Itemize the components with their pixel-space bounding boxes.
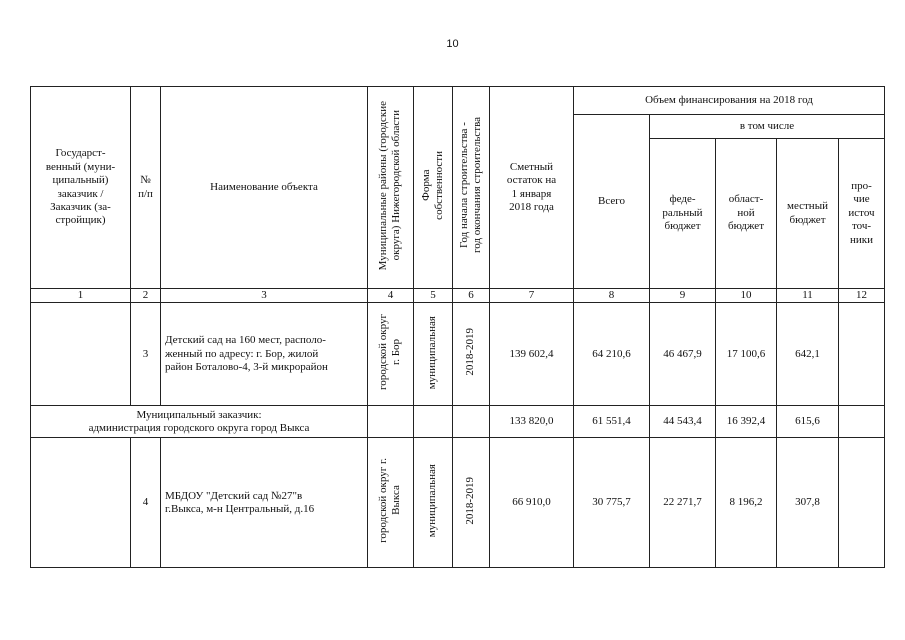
header-total: Всего (574, 115, 650, 289)
column-number: 9 (650, 289, 716, 303)
row-federal: 46 467,9 (650, 303, 716, 406)
row-ownership: муниципальная (414, 303, 453, 406)
column-number-row (31, 289, 885, 303)
header-number: № п/п (131, 87, 161, 289)
customer-row (31, 406, 885, 438)
empty-cell (453, 406, 490, 438)
row-customer-cell (31, 303, 131, 406)
row-other (839, 438, 885, 568)
table-row (31, 303, 885, 406)
column-number: 5 (414, 289, 453, 303)
row-object-name: Детский сад на 160 мест, располо- женный по адресу: г. Бор, жилой район Боталово-4, 3-й микрорайон (161, 303, 368, 406)
column-number: 6 (453, 289, 490, 303)
page-number: 10 (446, 38, 459, 50)
header-local: местный бюджет (777, 139, 839, 289)
row-balance: 66 910,0 (490, 438, 574, 568)
row-ownership: муниципальная (414, 438, 453, 568)
row-total: 64 210,6 (574, 303, 650, 406)
row-regional: 8 196,2 (716, 438, 777, 568)
header-object-name: Наименование объекта (161, 87, 368, 289)
row-other (839, 303, 885, 406)
header-regional: област- ной бюджет (716, 139, 777, 289)
customer-local: 615,6 (777, 406, 839, 438)
row-years: 2018-2019 (453, 438, 490, 568)
column-number: 11 (777, 289, 839, 303)
column-number: 7 (490, 289, 574, 303)
empty-cell (368, 406, 414, 438)
financing-table (30, 86, 885, 568)
customer-balance: 133 820,0 (490, 406, 574, 438)
row-number: 3 (131, 303, 161, 406)
municipal-customer-label: Муниципальный заказчик: администрация городского округа город Выкса (31, 406, 368, 438)
header-other: про- чие источ точ- ники (839, 139, 885, 289)
customer-federal: 44 543,4 (650, 406, 716, 438)
row-district: городской округ г. Бор (368, 303, 414, 406)
column-number: 12 (839, 289, 885, 303)
row-years: 2018-2019 (453, 303, 490, 406)
customer-total: 61 551,4 (574, 406, 650, 438)
row-district: городской округ г. Выкса (368, 438, 414, 568)
row-object-name: МБДОУ "Детский сад №27"в г.Выкса, м-н Центральный, д.16 (161, 438, 368, 568)
row-number: 4 (131, 438, 161, 568)
header-estimated-balance: Сметный остаток на 1 января 2018 года (490, 87, 574, 289)
customer-regional: 16 392,4 (716, 406, 777, 438)
column-number: 8 (574, 289, 650, 303)
header-construction-years: Год начала строительства - год окончания строительства (453, 87, 490, 289)
column-number: 10 (716, 289, 777, 303)
row-regional: 17 100,6 (716, 303, 777, 406)
row-balance: 139 602,4 (490, 303, 574, 406)
empty-cell (414, 406, 453, 438)
header-customer: Государст- венный (муни- ципальный) заказчик / Заказчик (за- стройщик) (31, 87, 131, 289)
empty-cell (839, 406, 885, 438)
header-including: в том числе (650, 115, 885, 139)
row-federal: 22 271,7 (650, 438, 716, 568)
column-number: 3 (161, 289, 368, 303)
header-funding-group: Объем финансирования на 2018 год (574, 87, 885, 115)
header-district: Муниципальные районы (городские округа) Нижегородской области (368, 87, 414, 289)
header-ownership: Форма собственности (414, 87, 453, 289)
column-number: 2 (131, 289, 161, 303)
column-number: 1 (31, 289, 131, 303)
row-total: 30 775,7 (574, 438, 650, 568)
header-federal: феде- ральный бюджет (650, 139, 716, 289)
row-local: 642,1 (777, 303, 839, 406)
table-row (31, 438, 885, 568)
row-local: 307,8 (777, 438, 839, 568)
column-number: 4 (368, 289, 414, 303)
row-customer-cell (31, 438, 131, 568)
